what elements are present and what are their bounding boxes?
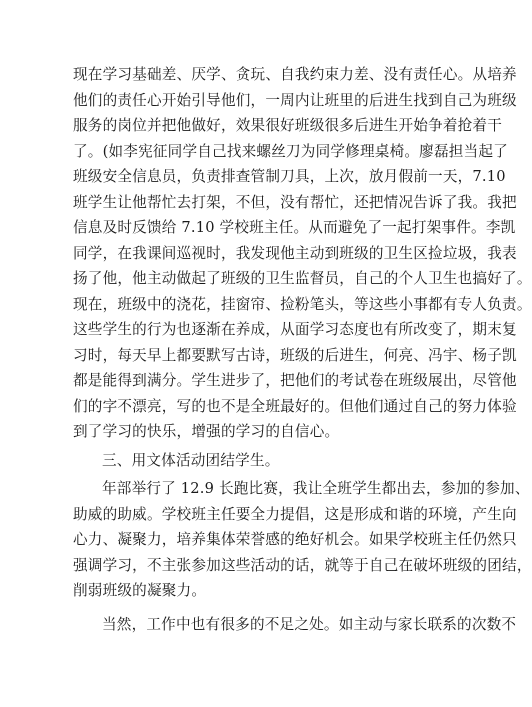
text-line: 班级安全信息员，负责排查管制刀具，上次，放月假前一天，7.10 [73,168,506,185]
text-line: 扬了他，他主动做起了班级的卫生监督员，自己的个人卫生也搞好了。 [73,270,532,287]
text-line: 都是能得到满分。学生进步了，把他们的考试卷在班级展出，尽管他 [73,372,517,389]
text-line: 助威的助威。学校班主任要全力提倡，这是形成和谐的环境，产生向 [73,505,517,523]
heading-text: 三、用文体活动团结学生。 [102,451,280,469]
paragraph-class-management [73,62,532,445]
text-line: 当然，工作中也有很多的不足之处。如主动与家长联系的次数不 [102,615,517,633]
text-line: 削弱班级的凝聚力。 [73,582,207,599]
section-heading [73,448,433,474]
document-page [73,62,532,637]
text-line: 现在学习基础差、厌学、贪玩、自我约束力差、没有责任心。从培养 [73,66,517,83]
text-line: 年部举行了 12.9 长跑比赛，我让全班学生都出去，参加的参加、 [102,480,530,497]
text-line: 习时，每天早上都要默写古诗，班级的后进生，何亮、冯宇、杨子凯 [73,346,517,364]
text-line: 强调学习，不主张参加这些活动的话，就等于自己在破坏班级的团结， [73,556,532,574]
text-line: 们的字不漂亮，写的也不是全班最好的。但他们通过自己的努力体验 [73,397,517,415]
text-line: 同学，在我课间巡视时，我发现他主动到班级的卫生区捡垃圾，我表 [73,244,517,262]
paragraph-activities [73,476,532,604]
text-line: 他们的责任心开始引导他们，一周内让班里的后进生找到自己为班级 [73,91,517,109]
text-line: 心力、凝聚力，培养集体荣誉感的绝好机会。如果学校班主任仍然只 [73,531,517,548]
text-line: 信息及时反馈给 7.10 学校班主任。从而避免了一起打架事件。李凯 [73,219,516,236]
paragraph-shortcomings [73,612,517,638]
text-line: 这些学生的行为也逐渐在养成，从面学习态度也有所改变了，期末复 [73,321,517,338]
text-line: 了。(如李宪征同学自己找来螺丝刀为同学修理桌椅。廖磊担当起了 [73,142,508,160]
text-line: 服务的岗位并把他做好，效果很好班级很多后进生开始争着抢着干 [73,117,503,134]
text-line: 现在，班级中的浇花，挂窗帘、捡粉笔头，等这些小事都有专人负责。 [73,295,532,313]
text-line: 班学生让他帮忙去打架，不但，没有帮忙，还把情况告诉了我。我把 [73,193,517,211]
text-line: 到了学习的快乐，增强的学习的自信心。 [73,423,340,440]
